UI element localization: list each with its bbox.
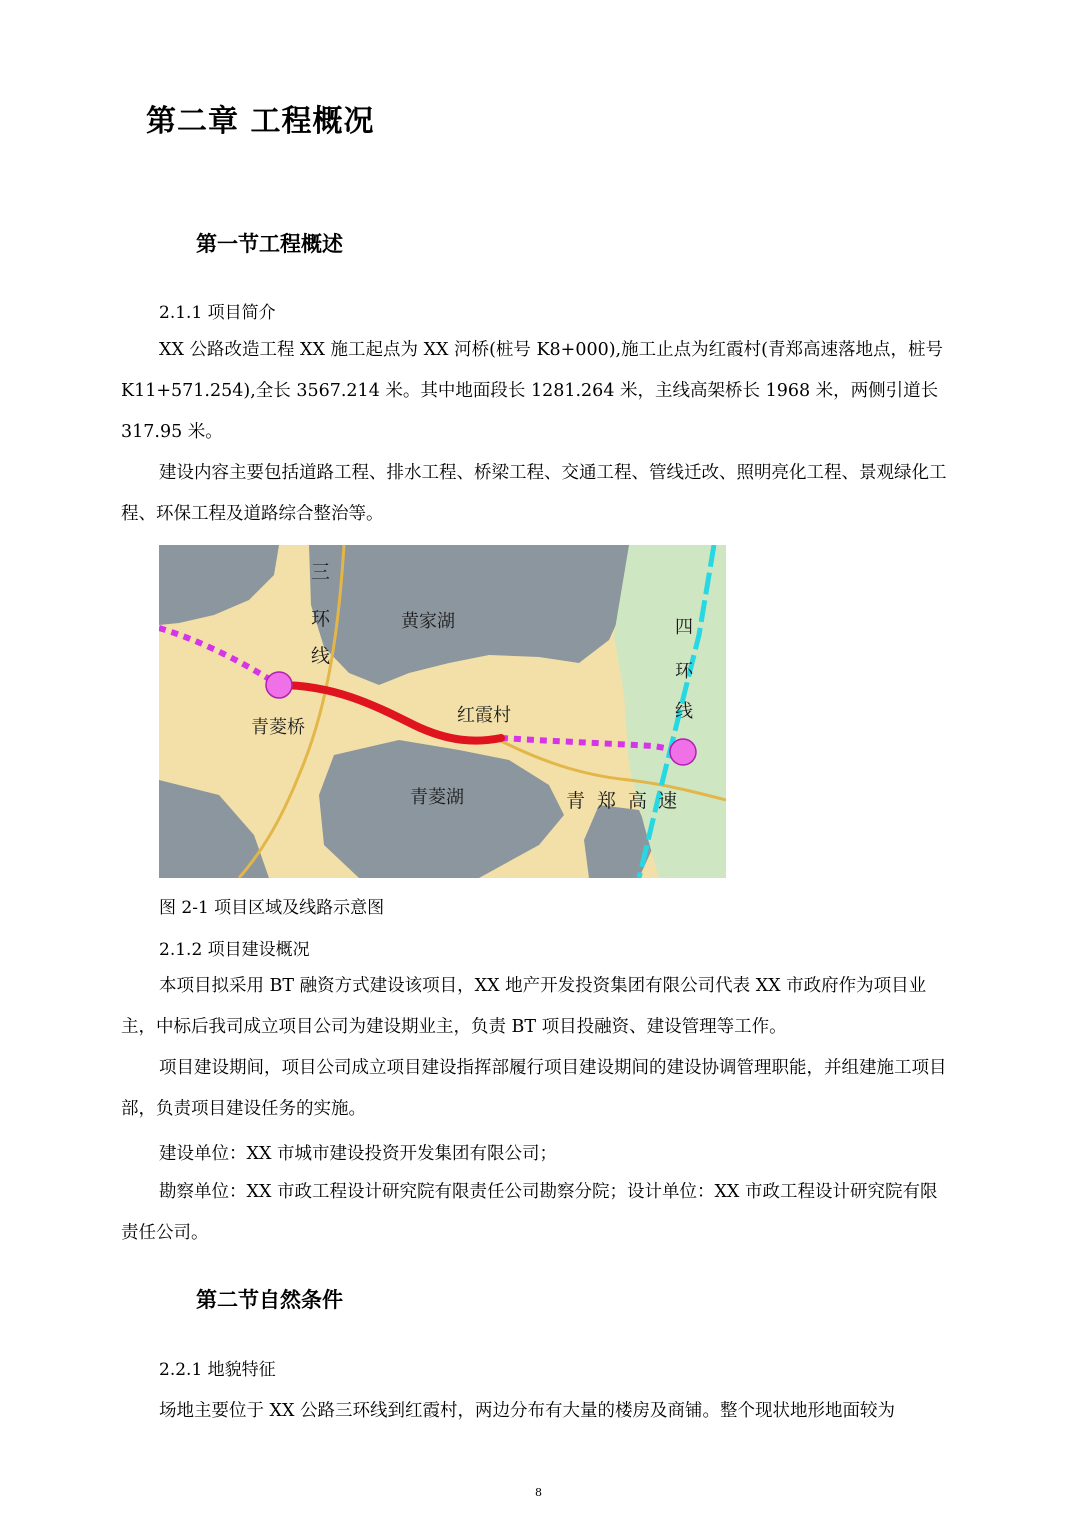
subsection-heading-intro: 2.1.1 项目简介: [159, 303, 276, 323]
map-node-east-end: [670, 739, 696, 765]
paragraph-bt-financing: 本项目拟采用 BT 融资方式建设该项目，XX 地产开发投资集团有限公司代表 XX 市政府作为项目业主，中标后我司成立项目公司为建设期业主，负责 BT 项目投融资、建设管理等工作。: [121, 976, 927, 1037]
map-label-ring4-1: 四: [675, 617, 693, 638]
subsection-heading-landform: 2.2.1 地貌特征: [159, 1360, 276, 1380]
paragraph-project-intro: XX 公路改造工程 XX 施工起点为 XX 河桥(桩号 K8+000),施工止点为红霞村(青郑高速落地点，桩号 K11+571.254),全长 3567.214 米。其中地面段长 1281.264 米，主线高架桥长 1968 米，两侧引道长 317.95 米。: [121, 340, 943, 442]
map-label-ring3-3: 线: [311, 645, 331, 667]
chapter-title: 第二章 工程概况: [146, 104, 375, 139]
project-route-map: [159, 545, 726, 878]
section-title-overview: 第一节工程概述: [196, 232, 343, 256]
map-label-ring3-1: 三: [311, 561, 331, 583]
map-label-expressway-1: 青: [566, 790, 586, 812]
map-label-qinglingqiao: 青菱桥: [251, 717, 305, 738]
map-label-ring3-2: 环: [311, 608, 331, 630]
paragraph-construction-unit: 建设单位：XX 市城市建设投资开发集团有限公司；: [159, 1144, 557, 1164]
map-label-huangjiahu: 黄家湖: [401, 611, 455, 632]
paragraph-landform: 场地主要位于 XX 公路三环线到红霞村，两边分布有大量的楼房及商铺。整个现状地形地面较为: [159, 1401, 896, 1421]
map-label-ring4-2: 环: [675, 661, 693, 682]
paragraph-survey-design-unit: 勘察单位：XX 市政工程设计研究院有限责任公司勘察分院；设计单位：XX 市政工程设计研究院有限责任公司。: [121, 1182, 938, 1243]
map-label-expressway-3: 高: [628, 790, 648, 812]
map-label-hongxiacun: 红霞村: [457, 705, 511, 726]
section-title-natural-conditions: 第二节自然条件: [196, 1288, 343, 1312]
map-label-expressway-4: 速: [658, 790, 678, 812]
map-node-qinglingqiao: [266, 672, 292, 698]
map-label-expressway-2: 郑: [597, 790, 617, 812]
page-number: 8: [535, 1486, 542, 1499]
paragraph-construction-period: 项目建设期间，项目公司成立项目建设指挥部履行项目建设期间的建设协调管理职能，并组建施工项目部，负责项目建设任务的实施。: [121, 1058, 947, 1119]
subsection-heading-construction: 2.1.2 项目建设概况: [159, 940, 310, 960]
figure-caption: 图 2-1 项目区域及线路示意图: [159, 898, 385, 918]
map-label-qinglinghu: 青菱湖: [410, 787, 464, 808]
map-label-ring4-3: 线: [675, 701, 693, 722]
paragraph-construction-content: 建设内容主要包括道路工程、排水工程、桥梁工程、交通工程、管线迁改、照明亮化工程、景观绿化工程、环保工程及道路综合整治等。: [121, 463, 947, 524]
